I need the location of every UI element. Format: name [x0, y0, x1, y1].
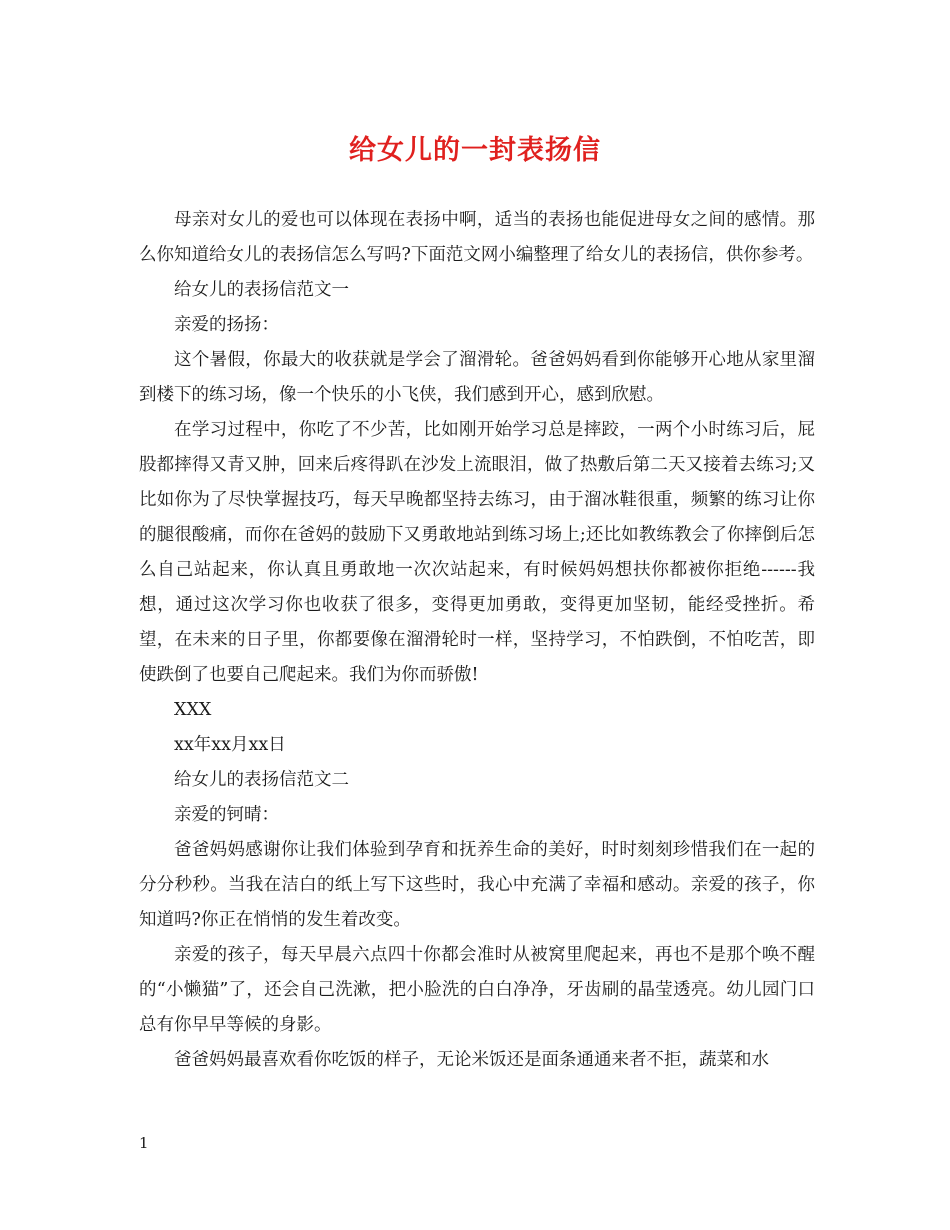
section-heading-1: 给女儿的表扬信范文一 — [174, 280, 349, 300]
page-title: 给女儿的一封表扬信 — [349, 135, 601, 166]
date-line: xx年xx月xx日 — [174, 735, 286, 755]
letter2-paragraph-2: 亲爱的孩子，每天早晨六点四十你都会准时从被窝里爬起来，再也不是那个唤不醒的“小懒猫”了，还会自己洗漱，把小脸洗的白白净净，牙齿刷的晶莹透亮。幼儿园门口总有你早早等候的身影。 — [139, 945, 815, 1035]
page-number: 1 — [139, 1134, 149, 1152]
salutation-1: 亲爱的扬扬： — [174, 315, 279, 335]
section-heading-2: 给女儿的表扬信范文二 — [174, 770, 349, 790]
letter1-paragraph-2: 在学习过程中，你吃了不少苦，比如刚开始学习总是摔跤，一两个小时练习后，屁股都摔得又青又肿，回来后疼得趴在沙发上流眼泪，做了热敷后第二天又接着去练习;又比如你为了尽快掌握技巧，每天早晚都坚持去练习，由于溜冰鞋很重，频繁的练习让你的腿很酸痛，而你在爸妈的鼓励下又勇敢地站到练习场上;还比如教练教会了你摔倒后怎么自己站起来，你认真且勇敢地一次次站起来，有时候妈妈想扶你都被你拒绝------我想，通过这次学习你也收获了很多，变得更加勇敢，变得更加坚韧，能经受挫折。希望，在未来的日子里，你都要像在溜滑轮时一样，坚持学习，不怕跌倒，不怕吃苦，即使跌倒了也要自己爬起来。我们为你而骄傲! — [139, 420, 815, 685]
letter2-paragraph-3: 爸爸妈妈最喜欢看你吃饭的样子，无论米饭还是面条通通来者不拒，蔬菜和水 — [174, 1050, 769, 1070]
letter2-paragraph-1: 爸爸妈妈感谢你让我们体验到孕育和抚养生命的美好，时时刻刻珍惜我们在一起的分分秒秒。当我在洁白的纸上写下这些时，我心中充满了幸福和感动。亲爱的孩子，你知道吗?你正在悄悄的发生着改变。 — [139, 840, 815, 930]
signature: XXX — [174, 700, 212, 720]
letter1-paragraph-1: 这个暑假，你最大的收获就是学会了溜滑轮。爸爸妈妈看到你能够开心地从家里溜到楼下的练习场，像一个快乐的小飞侠，我们感到开心，感到欣慰。 — [139, 350, 815, 405]
salutation-2: 亲爱的钶晴： — [174, 805, 279, 825]
intro-paragraph: 母亲对女儿的爱也可以体现在表扬中啊，适当的表扬也能促进母女之间的感情。那么你知道给女儿的表扬信怎么写吗?下面范文网小编整理了给女儿的表扬信，供你参考。 — [139, 210, 815, 265]
letter-body — [139, 203, 815, 1078]
